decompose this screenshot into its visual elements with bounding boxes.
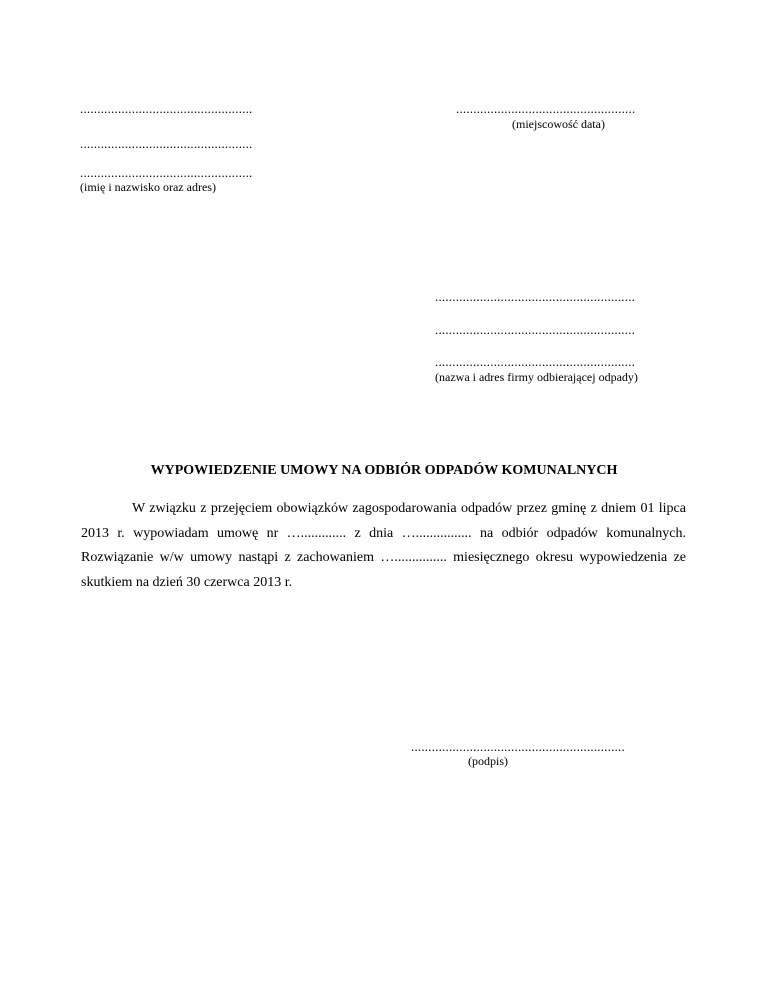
- sender-line-2: ..................................................: [80, 136, 253, 151]
- signature-line: ..............................................................: [411, 739, 625, 754]
- sender-caption: (imię i nazwisko oraz adres): [80, 180, 216, 194]
- place-date-caption: (miejscowość data): [512, 117, 605, 131]
- place-date-line: ....................................................: [456, 101, 636, 116]
- recipient-line-2: ..........................................................: [435, 322, 636, 337]
- document-title: WYPOWIEDZENIE UMOWY NA ODBIÓR ODPADÓW KOMUNALNYCH: [150, 463, 618, 478]
- sender-line-3: ..................................................: [80, 165, 253, 180]
- recipient-line-3: ..........................................................: [435, 354, 636, 369]
- recipient-line-1: ..........................................................: [435, 289, 636, 304]
- sender-line-1: ..................................................: [80, 101, 253, 116]
- body-paragraph: W związku z przejęciem obowiązków zagospodarowania odpadów przez gminę z dniem 01 lipca 2013 r. wypowiadam umowę nr …............. z dnia …................ na odbiór odpadów komunalnych. Rozwiązanie w/w umowy nastąpi z zachowaniem …............... miesięcznego okresu wypowiedzenia ze skutkiem na dzień 30 czerwca 2013 r.: [81, 501, 686, 590]
- recipient-caption: (nazwa i adres firmy odbierającej odpady): [435, 370, 638, 384]
- signature-caption: (podpis): [468, 754, 508, 768]
